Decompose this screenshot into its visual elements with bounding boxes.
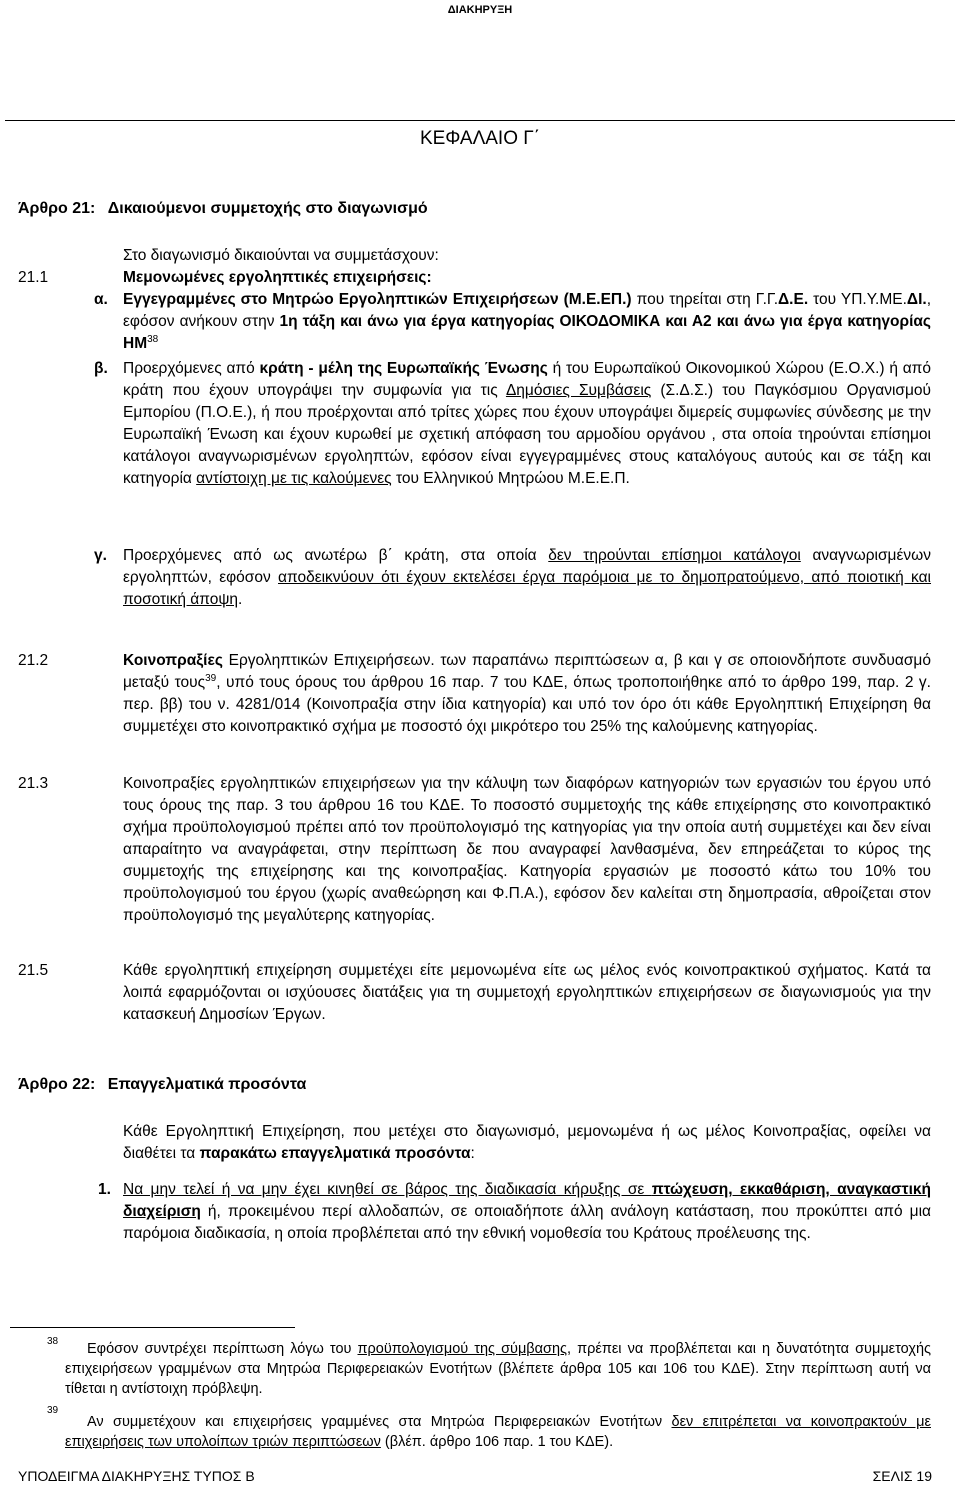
item-b-bold-1: κράτη - μέλη της Ευρωπαϊκής Ένωσης xyxy=(259,360,548,377)
item-c-text xyxy=(123,545,931,611)
item-a-bold-3: ΔΙ. xyxy=(906,291,927,308)
item-a-text-3: , εφόσον ανήκουν στην xyxy=(123,291,931,330)
footnote-39-underline: δεν επιτρέπεται να κοινοπρακτούν με επιχειρήσεις των υπολοίπων τριών περιπτώσεων xyxy=(65,1414,931,1450)
page-header: ΔΙΑΚΗΡΥΞΗ xyxy=(447,4,513,16)
paragraph-21-5-number: 21.5 xyxy=(18,962,49,979)
paragraph-21-2-bold: Κοινοπραξίες xyxy=(123,652,223,669)
chapter-title: ΚΕΦΑΛΑΙΟ Γ΄ xyxy=(419,128,541,149)
item-a-bold-2: Δ.Ε. xyxy=(778,291,809,308)
item-c-underline-2: αποδεικνύουν ότι έχουν εκτελέσει έργα παρόμοια με το δημοπρατούμενο, από ποιοτική και ποσοτική άποψη xyxy=(123,569,932,608)
header-divider xyxy=(5,120,955,121)
footnote-39-text-2: (βλέπ. άρθρο 106 παρ. 1 του ΚΔΕ). xyxy=(380,1434,614,1450)
paragraph-21-2-text xyxy=(123,650,931,738)
item-b-text xyxy=(123,358,931,490)
item-b-text-1: Προερχόμενες από xyxy=(123,360,260,377)
footnote-39-text xyxy=(65,1412,931,1452)
item-b-underline-1: Δημόσιες Συμβάσεις xyxy=(505,382,652,399)
item-b-text-3: (Σ.Δ.Σ.) του Παγκόσμιου Οργανισμού Εμπορίου (Π.Ο.Ε.), ή που προέρχονται από τρίτες χώρες που έχουν υπογράψει διμερείς συμφωνίες σύνδεσης με την Ευρωπαϊκή Ένωση και έχουν κυρωθεί με σχετική απόφαση του αρμοδίου οργάνου , στα οποία τηρούνται επίσημοι κατάλογοι αναγνωρισμένων εργοληπτών, εφόσον είναι εγγεγραμμένες στους καταλόγους αυτούς και σε τάξη και κατηγορία xyxy=(123,382,931,487)
item-c-label: γ. xyxy=(94,547,107,564)
article-22-number: Άρθρο 22: xyxy=(18,1076,96,1093)
item-a-text xyxy=(123,289,931,355)
footnote-38-text-1: Εφόσον συντρέχει περίπτωση λόγω του xyxy=(87,1341,358,1357)
item-c-underline-1: δεν τηρούνται επίσημοι κατάλογοι xyxy=(548,547,801,564)
footnote-ref-38[interactable]: 38 xyxy=(147,333,159,345)
item-b-label: β. xyxy=(94,360,108,377)
paragraph-21-3-text: Κοινοπραξίες εργοληπτικών επιχειρήσεων για την κάλυψη των διαφόρων κατηγοριών των εργασιών του έργου υπό τους όρους της παρ. 3 του άρθρου 16 του ΚΔΕ. Το ποσοστό συμμετοχής της κάθε επιχείρησης στο κοινοπρακτικό σχήμα προϋπολογισμού πρέπει από τον προϋπολογισμό της κατηγορίας για την οποία αυτή συμμετέχει και δεν είναι απαραίτητο να αναγράφεται, στην περίπτωση δε που αναγραφεί λανθασμένα, δεν επηρεάζεται το κύρος της συμμετοχής της επιχείρησης και της κοινοπραξίας. Κατηγορία εργασιών με ποσοστό κάτω του 10% του προϋπολογισμού του έργου (χωρίς αναθεώρηση και Φ.Π.Α.), εφόσον δεν καλείται στη δημοπρασία, αθροίζεται στον προϋπολογισμό της μεγαλύτερης κατηγορίας. xyxy=(123,775,931,924)
article-21-heading xyxy=(18,200,428,218)
item-b-text-2: ή του Ευρωπαϊκού Οικονομικού Χώρου (Ε.Ο.Χ.) ή από κράτη που έχουν υπογράψει την συμφωνία για τις xyxy=(123,360,931,399)
footer-page-number: ΣΕΛΙΣ 19 xyxy=(872,1468,932,1484)
article-22-heading xyxy=(18,1076,306,1094)
item-1-text xyxy=(123,1179,931,1245)
item-b-text-4: του Ελληνικού Μητρώου Μ.Ε.Ε.Π. xyxy=(391,470,630,487)
footnote-ref-39[interactable]: 39 xyxy=(205,672,217,684)
item-1-bold-underline: πτώχευση, εκκαθάριση, αναγκαστική διαχείριση xyxy=(123,1181,931,1220)
footnote-38-underline: προϋπολογισμού της σύμβασης xyxy=(357,1341,568,1357)
paragraph-21-2-text-1: Εργοληπτικών Επιχειρήσεων. των παραπάνω περιπτώσεων α, β και γ σε οποιονδήποτε συνδυασμό μεταξύ τους xyxy=(123,652,931,691)
footnote-38-number: 38 xyxy=(47,1336,59,1347)
item-a-label: α. xyxy=(94,291,108,308)
item-c-text-3: . xyxy=(238,591,243,608)
footnote-39-number: 39 xyxy=(47,1405,59,1416)
paragraph-21-2-text-2: , υπό τους όρους του άρθρου 16 παρ. 7 του ΚΔΕ, όπως τροποποιήθηκε από το άρθρο 199, παρ. 2 γ. περ. ββ) του ν. 4281/014 (Κοινοπραξία στην ίδια κατηγορία) και υπό τον όρο ότι κάθε Εργοληπτική Επιχείρηση θα συμμετέχει στο κοινοπρακτικό σχήμα με ποσοστό όχι μικρότερο του 25% της καλούμενης κατηγορίας. xyxy=(123,674,931,735)
item-1-underline: Να μην τελεί ή να μην έχει κινηθεί σε βάρος της διαδικασία κήρυξης σε xyxy=(123,1181,652,1198)
paragraph-21-1-title: Μεμονωμένες εργοληπτικές επιχειρήσεις: xyxy=(123,269,432,286)
footer-left: ΥΠΟΔΕΙΓΜΑ ΔΙΑΚΗΡΥΞΗΣ ΤΥΠΟΣ Β xyxy=(18,1468,255,1484)
footnote-38-text-2: , πρέπει να προβλέπεται και η δυνατότητα συμμετοχής επιχειρήσεων γραμμένων στα Μητρώα Περιφερειακών Ενοτήτων (βλέπετε άρθρα 105 και 106 του ΚΔΕ). Στην περίπτωση αυτή να τίθεται η αντίστοιχη πρόβλεψη. xyxy=(65,1341,931,1397)
article-22-intro-bold: παρακάτω επαγγελματικά προσόντα xyxy=(199,1145,471,1162)
article-22-intro-text-1: Κάθε Εργοληπτική Επιχείρηση, που μετέχει στο διαγωνισμό, μεμονωμένα ή ως μέλος Κοινοπραξίας, οφείλει να διαθέτει τα xyxy=(123,1123,931,1162)
article-21-title: Δικαιούμενοι συμμετοχής στο διαγωνισμό xyxy=(107,200,428,217)
article-21-intro: Στο διαγωνισμό δικαιούνται να συμμετάσχουν: xyxy=(123,247,439,264)
paragraph-21-1-number: 21.1 xyxy=(18,269,49,286)
item-a-text-1: που τηρείται στη Γ.Γ. xyxy=(631,291,779,308)
item-c-text-2: αναγνωρισμένων εργοληπτών, εφόσον xyxy=(123,547,931,586)
article-21-number: Άρθρο 21: xyxy=(18,200,96,217)
paragraph-21-2-number: 21.2 xyxy=(18,652,49,669)
item-c-text-1: Προερχόμενες από ως ανωτέρω β΄ κράτη, στα οποία xyxy=(123,547,549,564)
item-1-text-1: ή, προκειμένου περί αλλοδαπών, σε οποιαδήποτε άλλη ανάλογη κατάσταση, που προκύπτει από μια παρόμοια διαδικασία, η οποία προβλέπεται από την εθνική νομοθεσία του Κράτους προέλευσης της. xyxy=(123,1203,931,1242)
item-a-text-2: του ΥΠ.Υ.ΜΕ. xyxy=(808,291,907,308)
article-22-intro-text-2: : xyxy=(470,1145,475,1162)
item-a-bold-4: 1η τάξη και άνω για έργα κατηγορίας ΟΙΚΟΔΟΜΙΚΑ και Α2 και άνω για έργα κατηγορίας ΗΜ xyxy=(123,313,931,352)
article-22-intro xyxy=(123,1121,931,1165)
item-1-number: 1. xyxy=(98,1181,111,1198)
footnote-38-text xyxy=(65,1339,931,1399)
paragraph-21-5-text: Κάθε εργοληπτική επιχείρηση συμμετέχει είτε μεμονωμένα είτε ως μέλος ενός κοινοπρακτικού σχήματος. Κατά τα λοιπά εφαρμόζονται οι ισχύουσες διατάξεις για τη συμμετοχή εργοληπτικών επιχειρήσεων σε διαγωνισμούς για την κατασκευή Δημοσίων Έργων. xyxy=(123,962,931,1023)
article-22-title: Επαγγελματικά προσόντα xyxy=(107,1076,307,1093)
paragraph-21-3-number: 21.3 xyxy=(18,775,49,792)
item-b-underline-2: αντίστοιχη με τις καλούμενες xyxy=(196,470,392,487)
footnote-divider xyxy=(10,1327,295,1328)
footnote-39-text-1: Αν συμμετέχουν και επιχειρήσεις γραμμένες στα Μητρώα Περιφερειακών Ενοτήτων xyxy=(87,1414,672,1430)
item-a-bold-1: Εγγεγραμμένες στο Μητρώο Εργοληπτικών Επιχειρήσεων (Μ.Ε.ΕΠ.) xyxy=(123,291,632,308)
